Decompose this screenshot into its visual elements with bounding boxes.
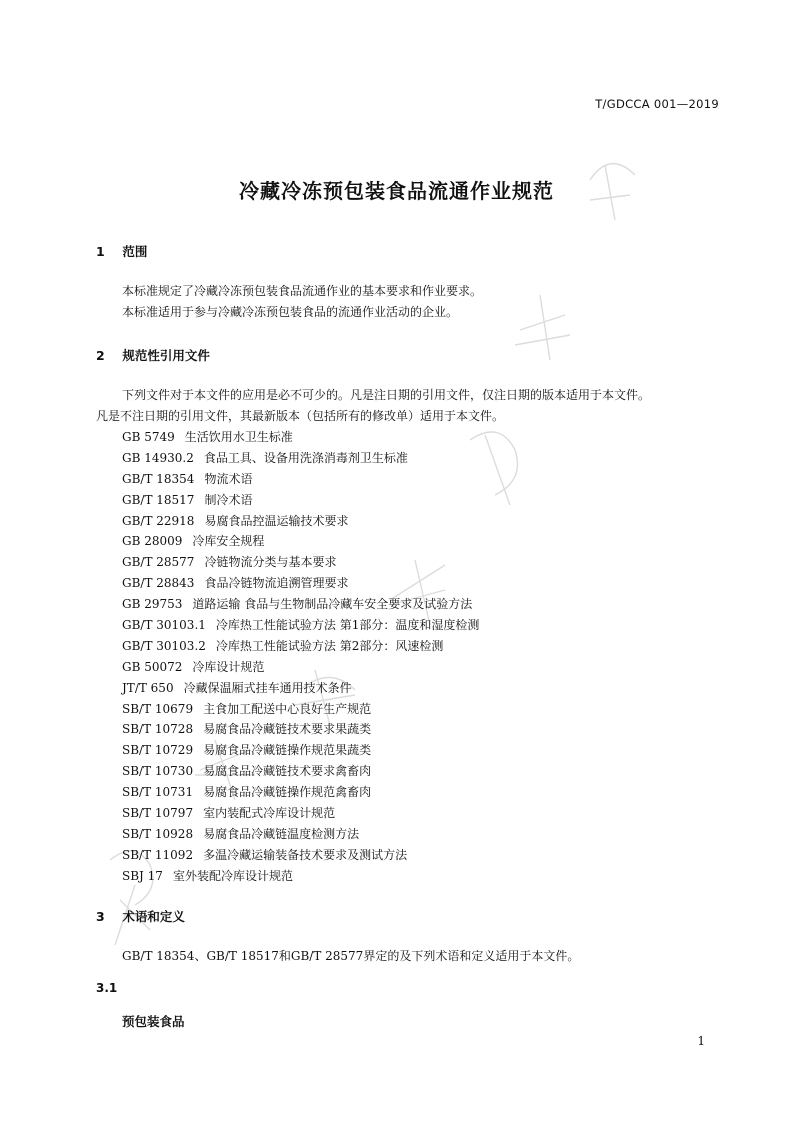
section-title: 范围 [122,244,148,259]
reference-title: 冷藏保温厢式挂车通用技术条件 [183,680,352,695]
reference-code: JT/T 650 [122,680,174,695]
reference-title: 食品冷链物流追溯管理要求 [204,576,349,591]
document-title: 冷藏冷冻预包装食品流通作业规范 [239,179,554,203]
reference-title: 食品工具、设备用洗涤消毒剂卫生标准 [203,450,408,465]
references-intro-line-1: 下列文件对于本文件的应用是必不可少的。凡是注日期的引用文件，仅注日期的版本适用于本文件。 [122,388,651,402]
reference-code: SB/T 11092 [122,847,194,862]
reference-item [122,469,479,490]
reference-title: 易腐食品冷藏链操作规范禽畜肉 [203,785,372,800]
reference-item [122,490,479,511]
reference-title: 主食加工配送中心良好生产规范 [203,701,372,716]
reference-title: 室内装配式冷库设计规范 [203,806,336,821]
reference-item [122,761,479,782]
reference-title: 冷库设计规范 [192,659,265,674]
reference-item [122,448,479,469]
scope-paragraph-1: 本标准规定了冷藏冷冻预包装食品流通作业的基本要求和作业要求。 [122,284,483,298]
reference-code: SBJ 17 [122,868,163,883]
reference-item [122,615,479,636]
reference-title: 冷链物流分类与基本要求 [204,555,337,570]
section-number: 2 [96,348,105,363]
reference-title: 冷库热工性能试验方法 第1部分：温度和湿度检测 [215,618,480,633]
terms-text: GB/T 18354、GB/T 18517和GB/T 28577界定的及下列术语和定义适用于本文件。 [122,949,580,963]
reference-item [122,803,479,824]
reference-code: SB/T 10730 [122,764,194,779]
reference-title: 冷库热工性能试验方法 第2部分：风速检测 [215,638,444,653]
reference-title: 制冷术语 [204,492,253,507]
reference-list [122,427,479,887]
reference-code: SB/T 10928 [122,826,194,841]
section-number: 1 [96,244,105,259]
reference-title: 物流术语 [204,471,253,486]
reference-title: 冷库安全规程 [192,534,265,549]
terms-paragraph [96,946,718,967]
section-title: 术语和定义 [122,909,185,924]
section-heading-references [96,346,210,364]
term-title: 预包装食品 [122,1014,185,1029]
reference-code: GB/T 28577 [122,555,195,570]
reference-item [122,719,479,740]
reference-item [122,511,479,532]
reference-code: GB 5749 [122,430,175,444]
reference-code: GB 28009 [122,534,183,549]
reference-title: 多温冷藏运输装备技术要求及测试方法 [203,847,408,862]
reference-title: 易腐食品冷藏链技术要求果蔬类 [203,722,372,737]
reference-item [122,427,479,448]
references-intro [96,385,718,427]
reference-title: 易腐食品冷藏链温度检测方法 [203,826,360,841]
scope-paragraphs [96,281,718,323]
reference-code: GB/T 30103.1 [122,618,206,633]
reference-item [122,678,479,699]
reference-item [122,782,479,803]
document-code: T/GDCCA 001—2019 [595,97,719,111]
reference-code: GB/T 18517 [122,492,195,507]
reference-item [122,740,479,761]
section-heading-terms [96,907,185,925]
section-title: 规范性引用文件 [122,348,210,363]
reference-item [122,845,479,866]
reference-title: 道路运输 食品与生物制品冷藏车安全要求及试验方法 [192,597,473,612]
reference-code: SB/T 10729 [122,743,194,758]
reference-code: GB/T 22918 [122,513,195,528]
references-intro-line-2: 凡是不注日期的引用文件，其最新版本（包括所有的修改单）适用于本文件。 [96,409,505,423]
reference-code: GB/T 28843 [122,576,195,591]
reference-code: GB 50072 [122,659,183,674]
reference-item [122,594,479,615]
subsection-number: 3.1 [96,981,118,995]
reference-item [122,699,479,720]
reference-item [122,866,479,887]
reference-item [122,531,479,552]
reference-item [122,636,479,657]
reference-code: SB/T 10728 [122,722,194,737]
reference-code: SB/T 10679 [122,701,194,716]
reference-code: GB 29753 [122,597,183,612]
scope-paragraph-2: 本标准适用于参与冷藏冷冻预包装食品的流通作业活动的企业。 [122,305,459,319]
reference-item [122,824,479,845]
reference-code: GB 14930.2 [122,450,194,465]
reference-title: 易腐食品控温运输技术要求 [204,513,349,528]
reference-item [122,552,479,573]
reference-item [122,657,479,678]
reference-title: 易腐食品冷藏链操作规范果蔬类 [203,743,372,758]
reference-item [122,573,479,594]
reference-title: 生活饮用水卫生标准 [184,430,293,444]
reference-title: 易腐食品冷藏链技术要求禽畜肉 [203,764,372,779]
reference-code: GB/T 30103.2 [122,638,206,653]
reference-code: GB/T 18354 [122,471,195,486]
section-heading-scope [96,242,147,260]
reference-code: SB/T 10797 [122,806,194,821]
reference-title: 室外装配冷库设计规范 [172,868,293,883]
section-number: 3 [96,909,105,924]
page-number: 1 [697,1034,705,1048]
reference-code: SB/T 10731 [122,785,194,800]
